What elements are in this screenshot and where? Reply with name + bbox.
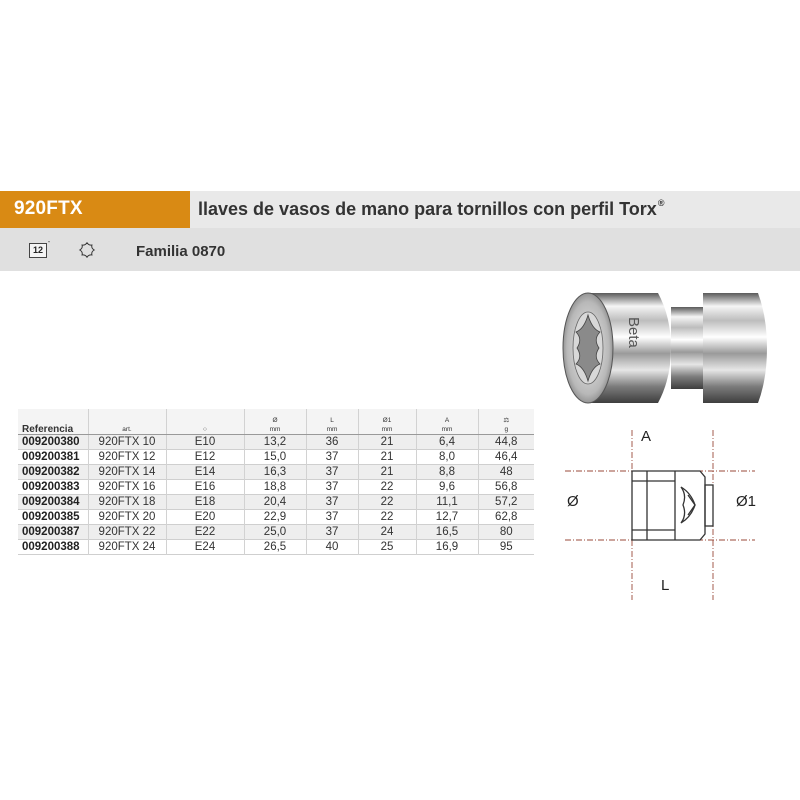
drive-size-icon: 12 bbox=[29, 243, 47, 258]
table-row bbox=[18, 510, 534, 525]
table-cell: 15,0 bbox=[244, 450, 306, 465]
table-cell: 16,5 bbox=[416, 525, 478, 540]
socket-product-image bbox=[553, 287, 793, 409]
table-cell: 48 bbox=[499, 466, 513, 478]
table-cell: 009200388 bbox=[18, 540, 88, 555]
table-cell: 44,8 bbox=[495, 436, 518, 448]
table-cell: 22 bbox=[358, 495, 416, 510]
table-cell: 920FTX 14 bbox=[88, 465, 166, 480]
torx-profile-icon bbox=[78, 241, 96, 259]
col-header-profile bbox=[166, 409, 244, 435]
table-cell: 37 bbox=[306, 450, 358, 465]
table-cell: 009200385 bbox=[18, 510, 88, 525]
table-cell: 57,2 bbox=[495, 496, 518, 508]
table-cell: 40 bbox=[306, 540, 358, 555]
product-title-text: llaves de vasos de mano para tornillos con perfil Torx bbox=[198, 199, 657, 219]
weight-icon: ⚖ bbox=[503, 417, 510, 424]
table-cell: 21 bbox=[358, 465, 416, 480]
table-cell: E16 bbox=[166, 480, 244, 495]
col-header-length: L mm bbox=[306, 409, 358, 435]
table-cell: 009200387 bbox=[18, 525, 88, 540]
table-cell: 12,7 bbox=[416, 510, 478, 525]
table-cell: 11,1 bbox=[416, 495, 478, 510]
col-header-diameter1: Ø1 mm bbox=[358, 409, 416, 435]
table-cell: 920FTX 16 bbox=[88, 480, 166, 495]
col-header-diameter: Ø mm bbox=[244, 409, 306, 435]
col-header-a: A mm bbox=[416, 409, 478, 435]
table-cell: 16,9 bbox=[416, 540, 478, 555]
table-cell: 62,8 bbox=[495, 511, 518, 523]
table-cell: 920FTX 18 bbox=[88, 495, 166, 510]
table-cell: 6,4 bbox=[416, 435, 478, 450]
table-cell: 009200380 bbox=[18, 435, 88, 450]
table-cell: 16,3 bbox=[244, 465, 306, 480]
table-row bbox=[18, 495, 534, 510]
table-cell: 21 bbox=[358, 450, 416, 465]
dim-label-length: L bbox=[661, 577, 670, 594]
table-cell: E10 bbox=[166, 435, 244, 450]
table-cell: 56,8 bbox=[495, 481, 518, 493]
table-cell: 25 bbox=[358, 540, 416, 555]
subheader-band bbox=[0, 228, 800, 271]
col-header-art: art. bbox=[88, 409, 166, 435]
table-cell: 37 bbox=[306, 525, 358, 540]
table-cell: 13,2 bbox=[244, 435, 306, 450]
family-label: Familia 0870 bbox=[136, 243, 226, 260]
table-cell: E22 bbox=[166, 525, 244, 540]
col-header-weight: ⚖ g bbox=[478, 409, 534, 435]
table-cell: 37 bbox=[306, 510, 358, 525]
table-cell: 24 bbox=[358, 525, 416, 540]
dimension-diagram bbox=[555, 425, 780, 600]
table-cell: 37 bbox=[306, 495, 358, 510]
table-row bbox=[18, 480, 534, 495]
table-cell: 920FTX 22 bbox=[88, 525, 166, 540]
table-cell: 36 bbox=[306, 435, 358, 450]
table-row bbox=[18, 525, 534, 540]
profile-icon: ○ bbox=[203, 426, 207, 433]
table-cell: 37 bbox=[306, 480, 358, 495]
table-cell: E12 bbox=[166, 450, 244, 465]
table-cell: 920FTX 24 bbox=[88, 540, 166, 555]
table-cell: 25,0 bbox=[244, 525, 306, 540]
table-row bbox=[18, 450, 534, 465]
spec-table bbox=[18, 409, 534, 555]
dim-label-a: A bbox=[641, 428, 652, 445]
socket-drawing bbox=[555, 425, 780, 600]
product-code: 920FTX bbox=[14, 198, 83, 219]
table-cell: 009200383 bbox=[18, 480, 88, 495]
table-cell: E18 bbox=[166, 495, 244, 510]
table-cell: 21 bbox=[358, 435, 416, 450]
table-cell: 920FTX 12 bbox=[88, 450, 166, 465]
table-cell: 22 bbox=[358, 480, 416, 495]
table-cell: 8,0 bbox=[416, 450, 478, 465]
table-cell: 80 bbox=[499, 526, 513, 538]
table-cell: E20 bbox=[166, 510, 244, 525]
table-cell: 22,9 bbox=[244, 510, 306, 525]
drive-size-inch-mark: " bbox=[48, 241, 50, 247]
table-cell: 18,8 bbox=[244, 480, 306, 495]
table-row bbox=[18, 465, 534, 480]
table-cell: 26,5 bbox=[244, 540, 306, 555]
dim-label-diameter1: Ø1 bbox=[736, 493, 757, 510]
table-cell: 009200381 bbox=[18, 450, 88, 465]
table-cell: 8,8 bbox=[416, 465, 478, 480]
table-cell: 920FTX 10 bbox=[88, 435, 166, 450]
table-cell: 009200384 bbox=[18, 495, 88, 510]
table-header-row bbox=[18, 409, 534, 435]
registered-mark: ® bbox=[657, 198, 665, 208]
table-cell: 20,4 bbox=[244, 495, 306, 510]
table-cell: 37 bbox=[306, 465, 358, 480]
product-title bbox=[198, 199, 664, 220]
beta-engraving: Beta bbox=[625, 317, 642, 348]
table-row bbox=[18, 435, 534, 450]
table-cell: 9,6 bbox=[416, 480, 478, 495]
table-cell: 46,4 bbox=[495, 451, 518, 463]
table-row bbox=[18, 540, 534, 555]
table-cell: 009200382 bbox=[18, 465, 88, 480]
table-cell: 920FTX 20 bbox=[88, 510, 166, 525]
table-cell: E24 bbox=[166, 540, 244, 555]
table-cell: 95 bbox=[499, 541, 513, 553]
dim-label-diameter: Ø bbox=[567, 493, 579, 510]
table-cell: 22 bbox=[358, 510, 416, 525]
col-header-referencia: Referencia bbox=[18, 409, 88, 435]
table-cell: E14 bbox=[166, 465, 244, 480]
